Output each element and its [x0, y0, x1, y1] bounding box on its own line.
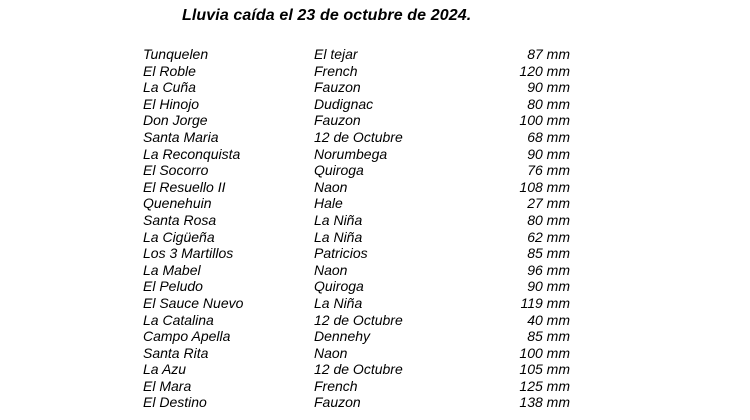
- locality-name: Norumbega: [314, 145, 388, 162]
- field-name: La Reconquista: [143, 145, 241, 162]
- field-name: El Sauce Nuevo: [143, 294, 244, 311]
- field-name: Tunquelen: [143, 46, 209, 62]
- list-item: [0, 245, 750, 262]
- list-item: [0, 328, 750, 345]
- rainfall-list: [0, 46, 750, 411]
- rainfall-value: 100 mm: [519, 344, 570, 361]
- rainfall-value: 120 mm: [519, 62, 570, 79]
- field-name: El Mara: [143, 377, 192, 394]
- locality-name: Naon: [314, 178, 348, 195]
- field-name: Santa Rita: [143, 344, 209, 361]
- list-item: [0, 79, 750, 96]
- list-item: [0, 195, 750, 212]
- rainfall-value: 90 mm: [527, 278, 570, 295]
- locality-name: Fauzon: [314, 112, 361, 129]
- locality-name: 12 de Octubre: [314, 361, 403, 378]
- list-item: [0, 146, 750, 163]
- field-name: La Cuña: [143, 79, 196, 96]
- field-name: La Mabel: [143, 261, 201, 278]
- list-item: [0, 394, 750, 411]
- list-item: [0, 46, 750, 63]
- list-item: [0, 96, 750, 113]
- rainfall-value: 62 mm: [527, 228, 570, 245]
- rainfall-value: 27 mm: [527, 195, 570, 212]
- document-title: Lluvia caída el 23 de octubre de 2024.: [182, 7, 472, 24]
- list-item: [0, 361, 750, 378]
- rainfall-value: 90 mm: [527, 145, 570, 162]
- locality-name: 12 de Octubre: [314, 311, 403, 328]
- field-name: Campo Apella: [143, 328, 231, 345]
- locality-name: Quiroga: [314, 278, 364, 295]
- rainfall-value: 80 mm: [527, 211, 570, 228]
- rainfall-value: 76 mm: [527, 162, 570, 179]
- field-name: La Catalina: [143, 311, 214, 328]
- list-item: [0, 179, 750, 196]
- rainfall-value: 100 mm: [519, 112, 570, 129]
- rainfall-value: 68 mm: [527, 128, 570, 145]
- locality-name: Fauzon: [314, 79, 361, 96]
- list-item: [0, 212, 750, 229]
- rainfall-value: 96 mm: [527, 261, 570, 278]
- rainfall-value: 108 mm: [519, 178, 570, 195]
- field-name: Santa Rosa: [143, 211, 217, 228]
- locality-name: 12 de Octubre: [314, 128, 403, 145]
- list-item: [0, 129, 750, 146]
- rainfall-value: 40 mm: [527, 311, 570, 328]
- locality-name: Patricios: [314, 245, 368, 262]
- field-name: La Cigüeña: [143, 228, 215, 245]
- field-name: El Peludo: [143, 278, 203, 295]
- list-item: [0, 162, 750, 179]
- locality-name: Hale: [314, 195, 343, 212]
- locality-name: French: [314, 62, 358, 79]
- list-item: [0, 63, 750, 80]
- field-name: Don Jorge: [143, 112, 208, 129]
- locality-name: French: [314, 377, 358, 394]
- list-item: [0, 262, 750, 279]
- locality-name: Naon: [314, 261, 348, 278]
- rainfall-value: 125 mm: [519, 377, 570, 394]
- rainfall-value: 138 mm: [519, 394, 570, 411]
- rainfall-value: 119 mm: [520, 294, 570, 311]
- field-name: Quenehuin: [143, 195, 212, 212]
- locality-name: La Niña: [314, 294, 363, 311]
- locality-name: Quiroga: [314, 162, 364, 179]
- locality-name: Naon: [314, 344, 348, 361]
- field-name: El Resuello II: [143, 178, 226, 195]
- field-name: La Azu: [143, 361, 187, 378]
- field-name: Santa Maria: [143, 128, 219, 145]
- locality-name: La Niña: [314, 228, 363, 245]
- field-name: El Hinojo: [143, 95, 200, 112]
- list-item: [0, 112, 750, 129]
- list-item: [0, 312, 750, 329]
- list-item: [0, 378, 750, 395]
- rainfall-value: 90 mm: [527, 79, 570, 96]
- rainfall-value: 85 mm: [527, 245, 570, 262]
- locality-name: Dennehy: [314, 328, 371, 345]
- field-name: El Roble: [143, 62, 196, 79]
- locality-name: El tejar: [314, 46, 358, 62]
- field-name: El Socorro: [143, 162, 209, 179]
- rainfall-value: 80 mm: [527, 95, 570, 112]
- field-name: El Destino: [143, 394, 207, 411]
- rainfall-value: 87 mm: [527, 46, 570, 62]
- list-item: [0, 278, 750, 295]
- list-item: [0, 295, 750, 312]
- list-item: [0, 345, 750, 362]
- rainfall-value: 85 mm: [527, 328, 570, 345]
- locality-name: Dudignac: [314, 95, 374, 112]
- locality-name: Fauzon: [314, 394, 361, 411]
- rainfall-value: 105 mm: [519, 361, 570, 378]
- locality-name: La Niña: [314, 211, 363, 228]
- list-item: [0, 229, 750, 246]
- field-name: Los 3 Martillos: [143, 245, 234, 262]
